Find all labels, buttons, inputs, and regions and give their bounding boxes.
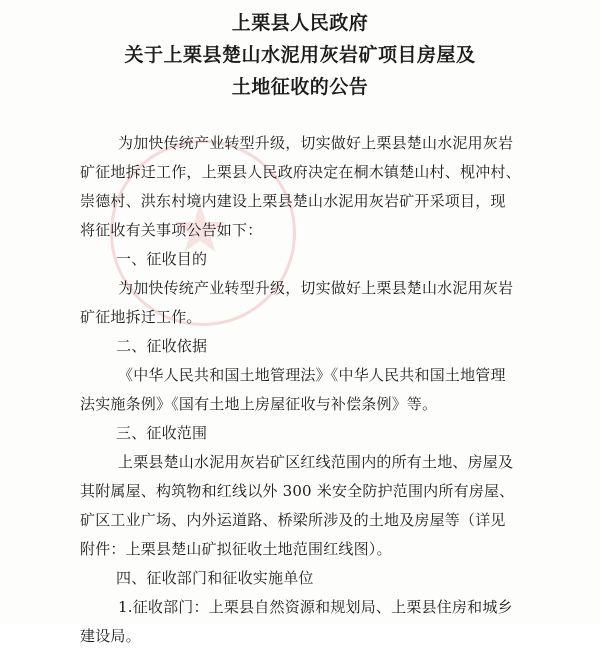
intro-paragraph-line-1: 为加快传统产业转型升级，切实做好上栗县楚山水泥用灰岩 [118, 134, 514, 152]
scope-paragraph-line-4: 附件：上栗县楚山矿拟征收土地范围红线图）。 [80, 540, 392, 558]
basis-paragraph-line-2: 法实施条例》《国有土地上房屋征收与补偿条例》等。 [80, 395, 438, 413]
scope-paragraph-line-3: 矿区工业广场、内外运道路、桥梁所涉及的土地及房屋等（详见 [80, 511, 506, 529]
purpose-paragraph-line-1: 为加快传统产业转型升级，切实做好上栗县楚山水泥用灰岩 [118, 279, 514, 297]
scope-paragraph-line-1: 上栗县楚山水泥用灰岩矿区红线范围内的所有土地、房屋及 [118, 453, 514, 471]
document-title-line-3: 土地征收的公告 [231, 76, 369, 98]
intro-paragraph-line-4: 将征收有关事项公告如下： [80, 221, 263, 239]
basis-paragraph-line-1: 《中华人民共和国土地管理法》《中华人民共和国土地管理 [118, 366, 506, 384]
departments-paragraph-line-2: 建设局。 [80, 627, 141, 645]
document-title-line-2: 关于上栗县楚山水泥用灰岩矿项目房屋及 [124, 44, 476, 66]
scope-paragraph-line-2: 其附属屋、构筑物和红线以外 300 米安全防护范围内所有房屋、 [80, 482, 515, 500]
section-heading-scope: 三、征收范围 [116, 424, 208, 442]
departments-paragraph-line-1: 1.征收部门：上栗县自然资源和规划局、上栗县住房和城乡 [118, 598, 513, 616]
purpose-paragraph-line-2: 矿征地拆迁工作。 [80, 308, 202, 326]
section-heading-basis: 二、征收依据 [116, 337, 208, 355]
intro-paragraph-line-3: 崇德村、洪东村境内建设上栗县楚山水泥用灰岩矿开采项目，现 [80, 192, 506, 210]
section-heading-departments: 四、征收部门和征收实施单位 [116, 569, 314, 587]
section-heading-purpose: 一、征收目的 [116, 250, 208, 268]
intro-paragraph-line-2: 矿征地拆迁工作，上栗县人民政府决定在桐木镇楚山村、枧冲村、 [80, 163, 521, 181]
document-title-issuer: 上栗县人民政府 [231, 12, 369, 34]
